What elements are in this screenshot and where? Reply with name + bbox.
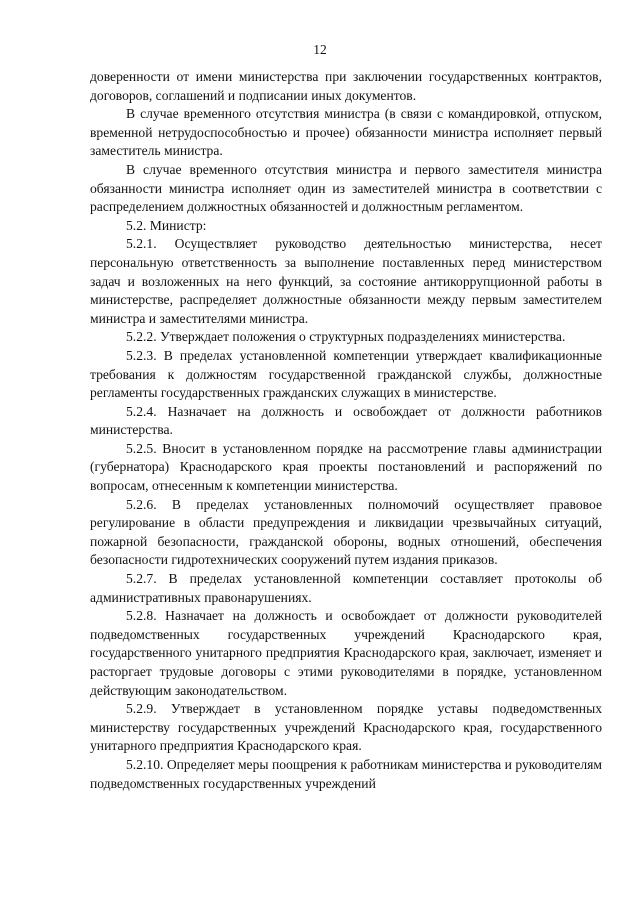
paragraph-5-2-10: 5.2.10. Определяет меры поощрения к работникам министерства и руководителям подведомственных государственных учреждений [90, 756, 602, 791]
paragraph-5-2-3: 5.2.3. В пределах установленной компетенции утверждает квалификационные требования к должностям государственной гражданской службы, должностные регламенты государственных гражданских служащих в министерстве. [90, 347, 602, 401]
paragraph-5-2-1: 5.2.1. Осуществляет руководство деятельностью министерства, несет персональную ответственность за выполнение поставленных перед министерством задач и возложенных на него функций, за состояние антикоррупционной работы в министерстве, распределяет должностные обязанности между первым заместителем министра и заместителями министра. [90, 236, 602, 326]
paragraph-5-2-2: 5.2.2. Утверждает положения о структурных подразделениях министерства. [126, 329, 566, 345]
paragraph-continuation: доверенности от имени министерства при заключении государственных контрактов, договоров, соглашений и подписании иных документов. [90, 69, 602, 103]
document-body [90, 68, 602, 793]
section-heading-5-2: 5.2. Министр: [126, 217, 207, 233]
paragraph-minister-deputy-absence: В случае временного отсутствия министра и первого заместителя министра обязанности министра исполняет один из заместителей министра в соответствии с распределением должностных обязанностей и должностным регламентом. [90, 161, 602, 215]
paragraph-5-2-9: 5.2.9. Утверждает в установленном порядке уставы подведомственных министерству государственных учреждений Краснодарского края, государственного унитарного предприятия Краснодарского края. [90, 701, 602, 754]
page-number: 12 [313, 42, 327, 57]
paragraph-5-2-7: 5.2.7. В пределах установленной компетенции составляет протоколы об административных правонарушениях. [90, 571, 602, 605]
paragraph-5-2-5: 5.2.5. Вносит в установленном порядке на рассмотрение главы администрации (губернатора) Краснодарского края проекты постановлений и распоряжений по вопросам, отнесенным к компетенции министерства. [90, 440, 602, 494]
paragraph-5-2-6: 5.2.6. В пределах установленных полномочий осуществляет правовое регулирование в области предупреждения и ликвидации чрезвычайных ситуаций, пожарной безопасности, гражданской обороны, водных отношений, обеспечения безопасности гидротехнических сооружений путем издания приказов. [90, 496, 602, 568]
paragraph-5-2-4: 5.2.4. Назначает на должность и освобождает от должности работников министерства. [90, 403, 602, 438]
paragraph-5-2-8: 5.2.8. Назначает на должность и освобождает от должности руководителей подведомственных государственных учреждений Краснодарского края, государственного унитарного предприятия Краснодарского края, заключает, изменяет и расторгает трудовые договоры с этими руководителями в порядке, установленном действующим законодательством. [90, 608, 602, 698]
paragraph-minister-absence: В случае временного отсутствия министра (в связи с командировкой, отпуском, временной нетрудоспособностью и прочее) обязанности министра исполняет первый заместитель министра. [90, 106, 602, 159]
